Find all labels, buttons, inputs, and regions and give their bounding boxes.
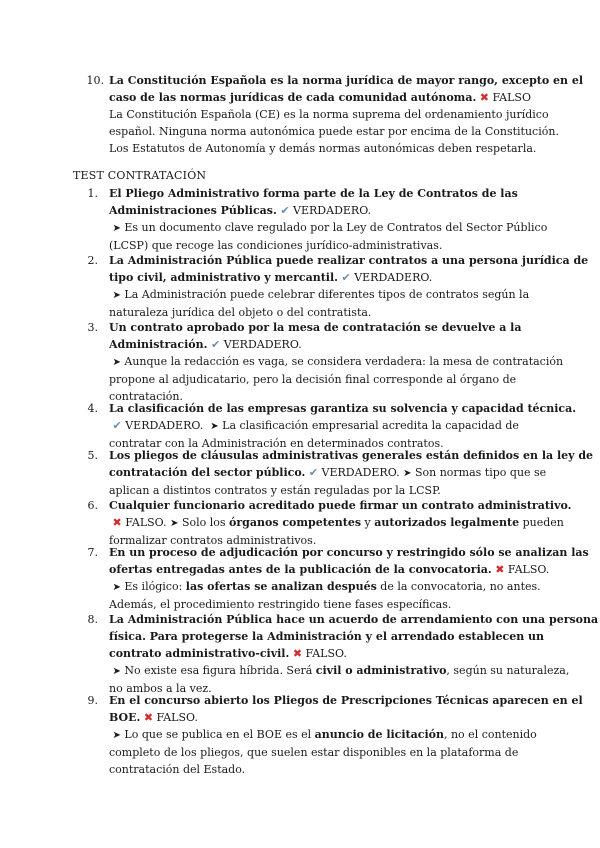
check-mark-icon: ✔ <box>210 338 221 351</box>
verdict-label: VERDADERO. <box>293 204 372 217</box>
statement-text: La clasificación de las empresas garantiza su solvencia y capacidad técnica. <box>109 402 577 415</box>
statement-text: Un contrato aprobado por la mesa de contratación se devuelve a la <box>109 321 522 334</box>
arrowhead-icon: ➤ <box>403 468 412 479</box>
emphasis-text: anuncio de licitación <box>314 728 444 741</box>
item-number: 10. <box>86 74 104 87</box>
cross-mark-icon: ✖ <box>112 516 122 529</box>
verdict-label: FALSO. <box>156 711 198 724</box>
question-2 <box>109 252 588 321</box>
cross-mark-icon: ✖ <box>495 563 505 576</box>
statement-text: En el concurso abierto los Pliegos de Prescripciones Técnicas aparecen en el <box>109 694 583 707</box>
arrowhead-icon: ➤ <box>112 666 121 677</box>
explanation-text: contratar con la Administración en determinados contratos. <box>109 437 444 450</box>
explanation-text: Lo que se publica en el BOE es el <box>124 728 315 741</box>
verdict-label: VERDADERO. <box>354 271 433 284</box>
statement-text: Administraciones Públicas. <box>109 204 277 217</box>
statement-text: contrato administrativo-civil. <box>109 647 290 660</box>
item-number: 9. <box>87 694 98 707</box>
arrowhead-icon: ➤ <box>112 730 121 741</box>
emphasis-text: autorizados legalmente <box>374 516 520 529</box>
explanation-text: no ambos a la vez. <box>109 682 212 695</box>
explanation-text: Es un documento clave regulado por la Ley de Contratos del Sector Público <box>124 221 548 234</box>
question-1 <box>109 185 547 254</box>
verdict-label: VERDADERO. <box>223 338 302 351</box>
item-number: 2. <box>87 254 98 267</box>
explanation-text: Aunque la redacción es vaga, se considera verdadera: la mesa de contratación <box>124 355 564 368</box>
item-number: 8. <box>87 613 98 626</box>
explanation-text: pueden <box>519 516 564 529</box>
statement-text: Los pliegos de cláusulas administrativas generales están definidos en la ley de <box>109 449 594 462</box>
explanation-text: completo de los pliegos, que suelen estar disponibles en la plataforma de <box>109 746 519 759</box>
question-8 <box>109 611 598 697</box>
verdict-label: FALSO. <box>305 647 347 660</box>
explanation-text: Es ilógico: <box>124 580 186 593</box>
explanation-text: contratación del Estado. <box>109 763 246 776</box>
question-4 <box>109 400 576 452</box>
cross-mark-icon: ✖ <box>143 711 154 724</box>
statement-text: Cualquier funcionario acreditado puede firmar un contrato administrativo. <box>109 499 572 512</box>
check-mark-icon: ✔ <box>112 419 122 432</box>
check-mark-icon: ✔ <box>308 466 319 479</box>
verdict-label: VERDADERO. <box>125 419 204 432</box>
statement-text: El Pliego Administrativo forma parte de la Ley de Contratos de las <box>109 187 518 200</box>
explanation-text: La Administración puede celebrar diferentes tipos de contratos según la <box>124 288 530 301</box>
item-number: 1. <box>87 187 98 200</box>
cross-mark-icon: ✖ <box>292 647 303 660</box>
explanation-text: de la convocatoria, no antes. <box>376 580 541 593</box>
statement-text: contratación del sector público. <box>109 466 306 479</box>
explanation-text: Los Estatutos de Autonomía y demás normas autonómicas deben respetarla. <box>109 142 537 155</box>
verdict-label: FALSO. <box>507 563 550 576</box>
explanation-text: y <box>361 516 375 529</box>
statement-text: La Administración Pública puede realizar contratos a una persona jurídica de <box>109 254 589 267</box>
explanation-text: Además, el procedimiento restringido tiene fases específicas. <box>109 598 452 611</box>
explanation-text: La Constitución Española (CE) es la norma suprema del ordenamiento jurídico <box>109 108 549 121</box>
statement-text: En un proceso de adjudicación por concurso y restringido sólo se analizan las <box>109 546 589 559</box>
arrowhead-icon: ➤ <box>170 518 179 529</box>
statement-text: física. Para protegerse la Administración y el arrendado establecen un <box>109 630 545 643</box>
question-10 <box>109 72 583 157</box>
question-5 <box>109 447 593 499</box>
explanation-text: propone al adjudicatario, pero la decisión final corresponde al órgano de <box>109 373 517 386</box>
arrowhead-icon: ➤ <box>112 223 121 234</box>
cross-mark-icon: ✖ <box>479 91 489 104</box>
emphasis-text: civil o administrativo <box>315 664 447 677</box>
statement-text: tipo civil, administrativo y mercantil. <box>109 271 338 284</box>
question-9 <box>109 692 583 778</box>
check-mark-icon: ✔ <box>280 204 290 217</box>
statement-text: La Administración Pública hace un acuerdo de arrendamiento con una persona <box>109 613 599 626</box>
explanation-text: formalizar contratos administrativos. <box>109 534 317 547</box>
statement-text: BOE. <box>109 711 141 724</box>
check-mark-icon: ✔ <box>341 271 351 284</box>
explanation-text: La clasificación empresarial acredita la capacidad de <box>222 419 519 432</box>
item-number: 5. <box>87 449 98 462</box>
explanation-text: (LCSP) que recoge las condiciones jurídico-administrativas. <box>109 239 443 252</box>
item-number: 4. <box>87 402 98 415</box>
explanation-text: Son normas tipo que se <box>414 466 547 479</box>
explanation-text: naturaleza jurídica del objeto o del contratista. <box>109 306 372 319</box>
explanation-text: español. Ninguna norma autonómica puede estar por encima de la Constitución. <box>109 125 559 138</box>
arrowhead-icon: ➤ <box>112 290 121 301</box>
item-number: 7. <box>87 546 98 559</box>
verdict-label: FALSO <box>492 91 531 104</box>
arrowhead-icon: ➤ <box>112 357 121 368</box>
question-7 <box>109 544 589 613</box>
explanation-text: No existe esa figura híbrida. Será <box>124 664 316 677</box>
verdict-label: FALSO. <box>125 516 167 529</box>
statement-text: caso de las normas jurídicas de cada comunidad autónoma. <box>109 91 477 104</box>
statement-text: La Constitución Española es la norma jurídica de mayor rango, excepto en el <box>109 74 584 87</box>
verdict-label: VERDADERO. <box>321 466 400 479</box>
question-3 <box>109 319 563 405</box>
explanation-text: aplican a distintos contratos y están reguladas por la LCSP. <box>109 484 441 497</box>
arrowhead-icon: ➤ <box>112 582 121 593</box>
item-number: 3. <box>87 321 98 334</box>
explanation-text: , no el contenido <box>443 728 537 741</box>
arrowhead-icon: ➤ <box>210 421 219 432</box>
explanation-text: , según su naturaleza, <box>446 664 570 677</box>
explanation-text: contratación. <box>109 390 183 403</box>
item-number: 6. <box>87 499 98 512</box>
question-6 <box>109 497 571 549</box>
emphasis-text: órganos competentes <box>229 516 362 529</box>
emphasis-text: las ofertas se analizan después <box>185 580 377 593</box>
section-title: TEST CONTRATACIÓN <box>73 169 207 182</box>
statement-text: Administración. <box>109 338 208 351</box>
statement-text: ofertas entregadas antes de la publicación de la convocatoria. <box>109 563 492 576</box>
explanation-text: Solo los <box>181 516 230 529</box>
